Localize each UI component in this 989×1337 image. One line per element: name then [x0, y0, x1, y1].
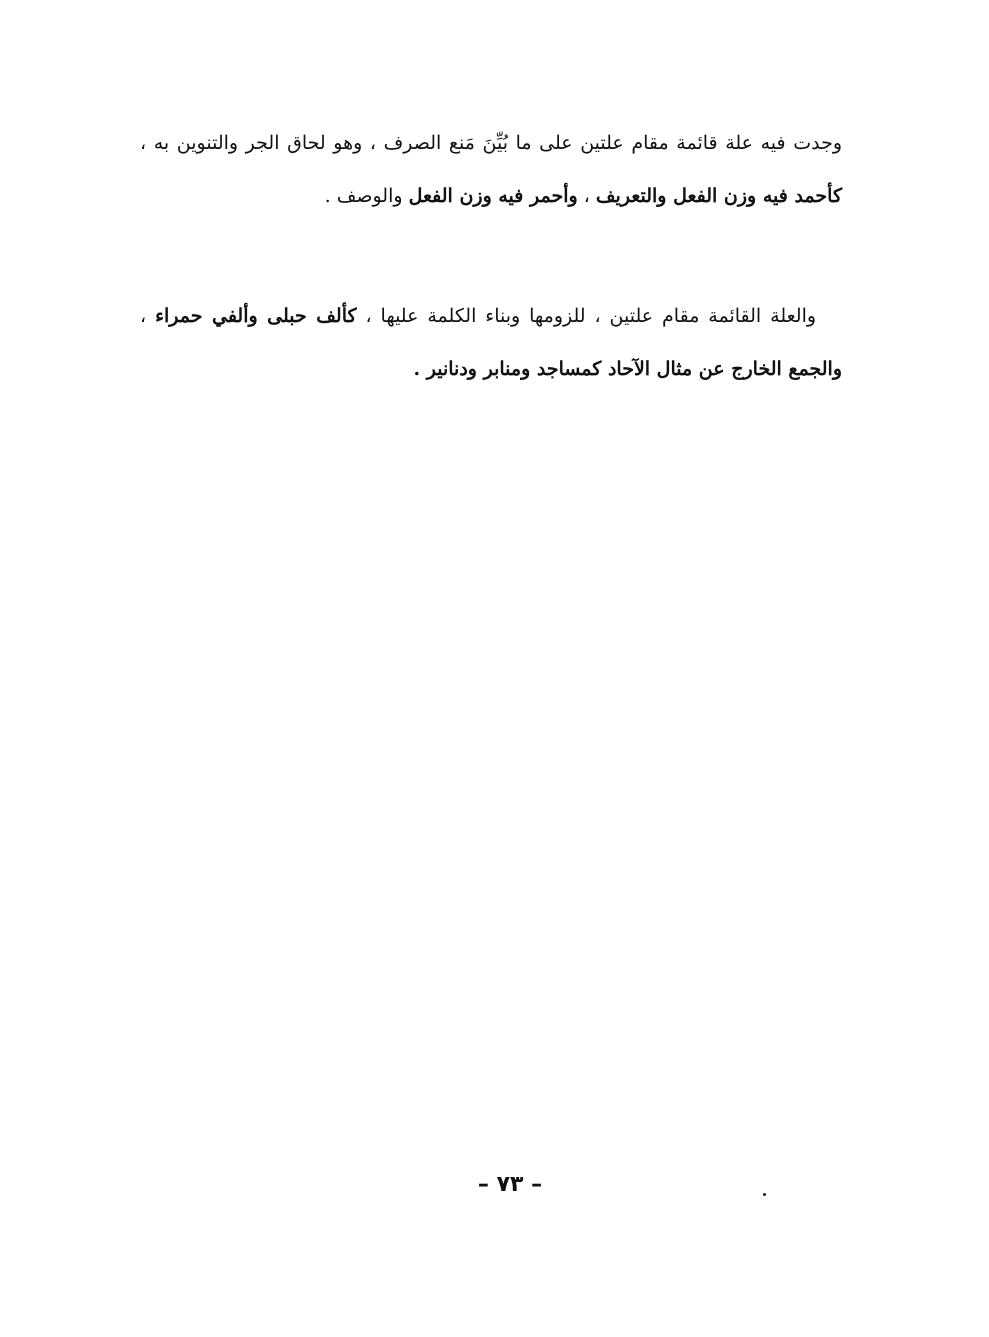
scan-speck	[763, 1193, 766, 1196]
paragraph-1-text-b: ،	[577, 185, 596, 207]
page-number: – ٧٣ –	[477, 1172, 543, 1197]
paragraph-2	[140, 290, 842, 396]
paragraph-2-text-a: والعلة القائمة مقام علتين ، للزومها وبناء الكلمة عليها ،	[356, 305, 817, 327]
paragraph-1	[140, 117, 842, 223]
paragraph-1-text-a: وجدت فيه علة قائمة مقام علتين على ما بُيِّنَ مَنع الصرف ، وهو لحاق الجر والتنوين به ،	[140, 132, 842, 154]
paragraph-2-text-b: ،	[140, 305, 156, 327]
paragraph-1-text-c: والوصف .	[324, 185, 409, 207]
paragraph-1-bold-b: وأحمر فيه وزن الفعل	[408, 185, 578, 207]
paragraph-2-bold-a: كألف حبلى وألفي حمراء	[155, 305, 357, 327]
paragraph-2-bold-b: والجمع الخارج عن مثال الآحاد كمساجد ومنابر ودنانير .	[413, 358, 842, 380]
paragraph-1-bold-a: كأحمد فيه وزن الفعل والتعريف	[595, 185, 842, 207]
